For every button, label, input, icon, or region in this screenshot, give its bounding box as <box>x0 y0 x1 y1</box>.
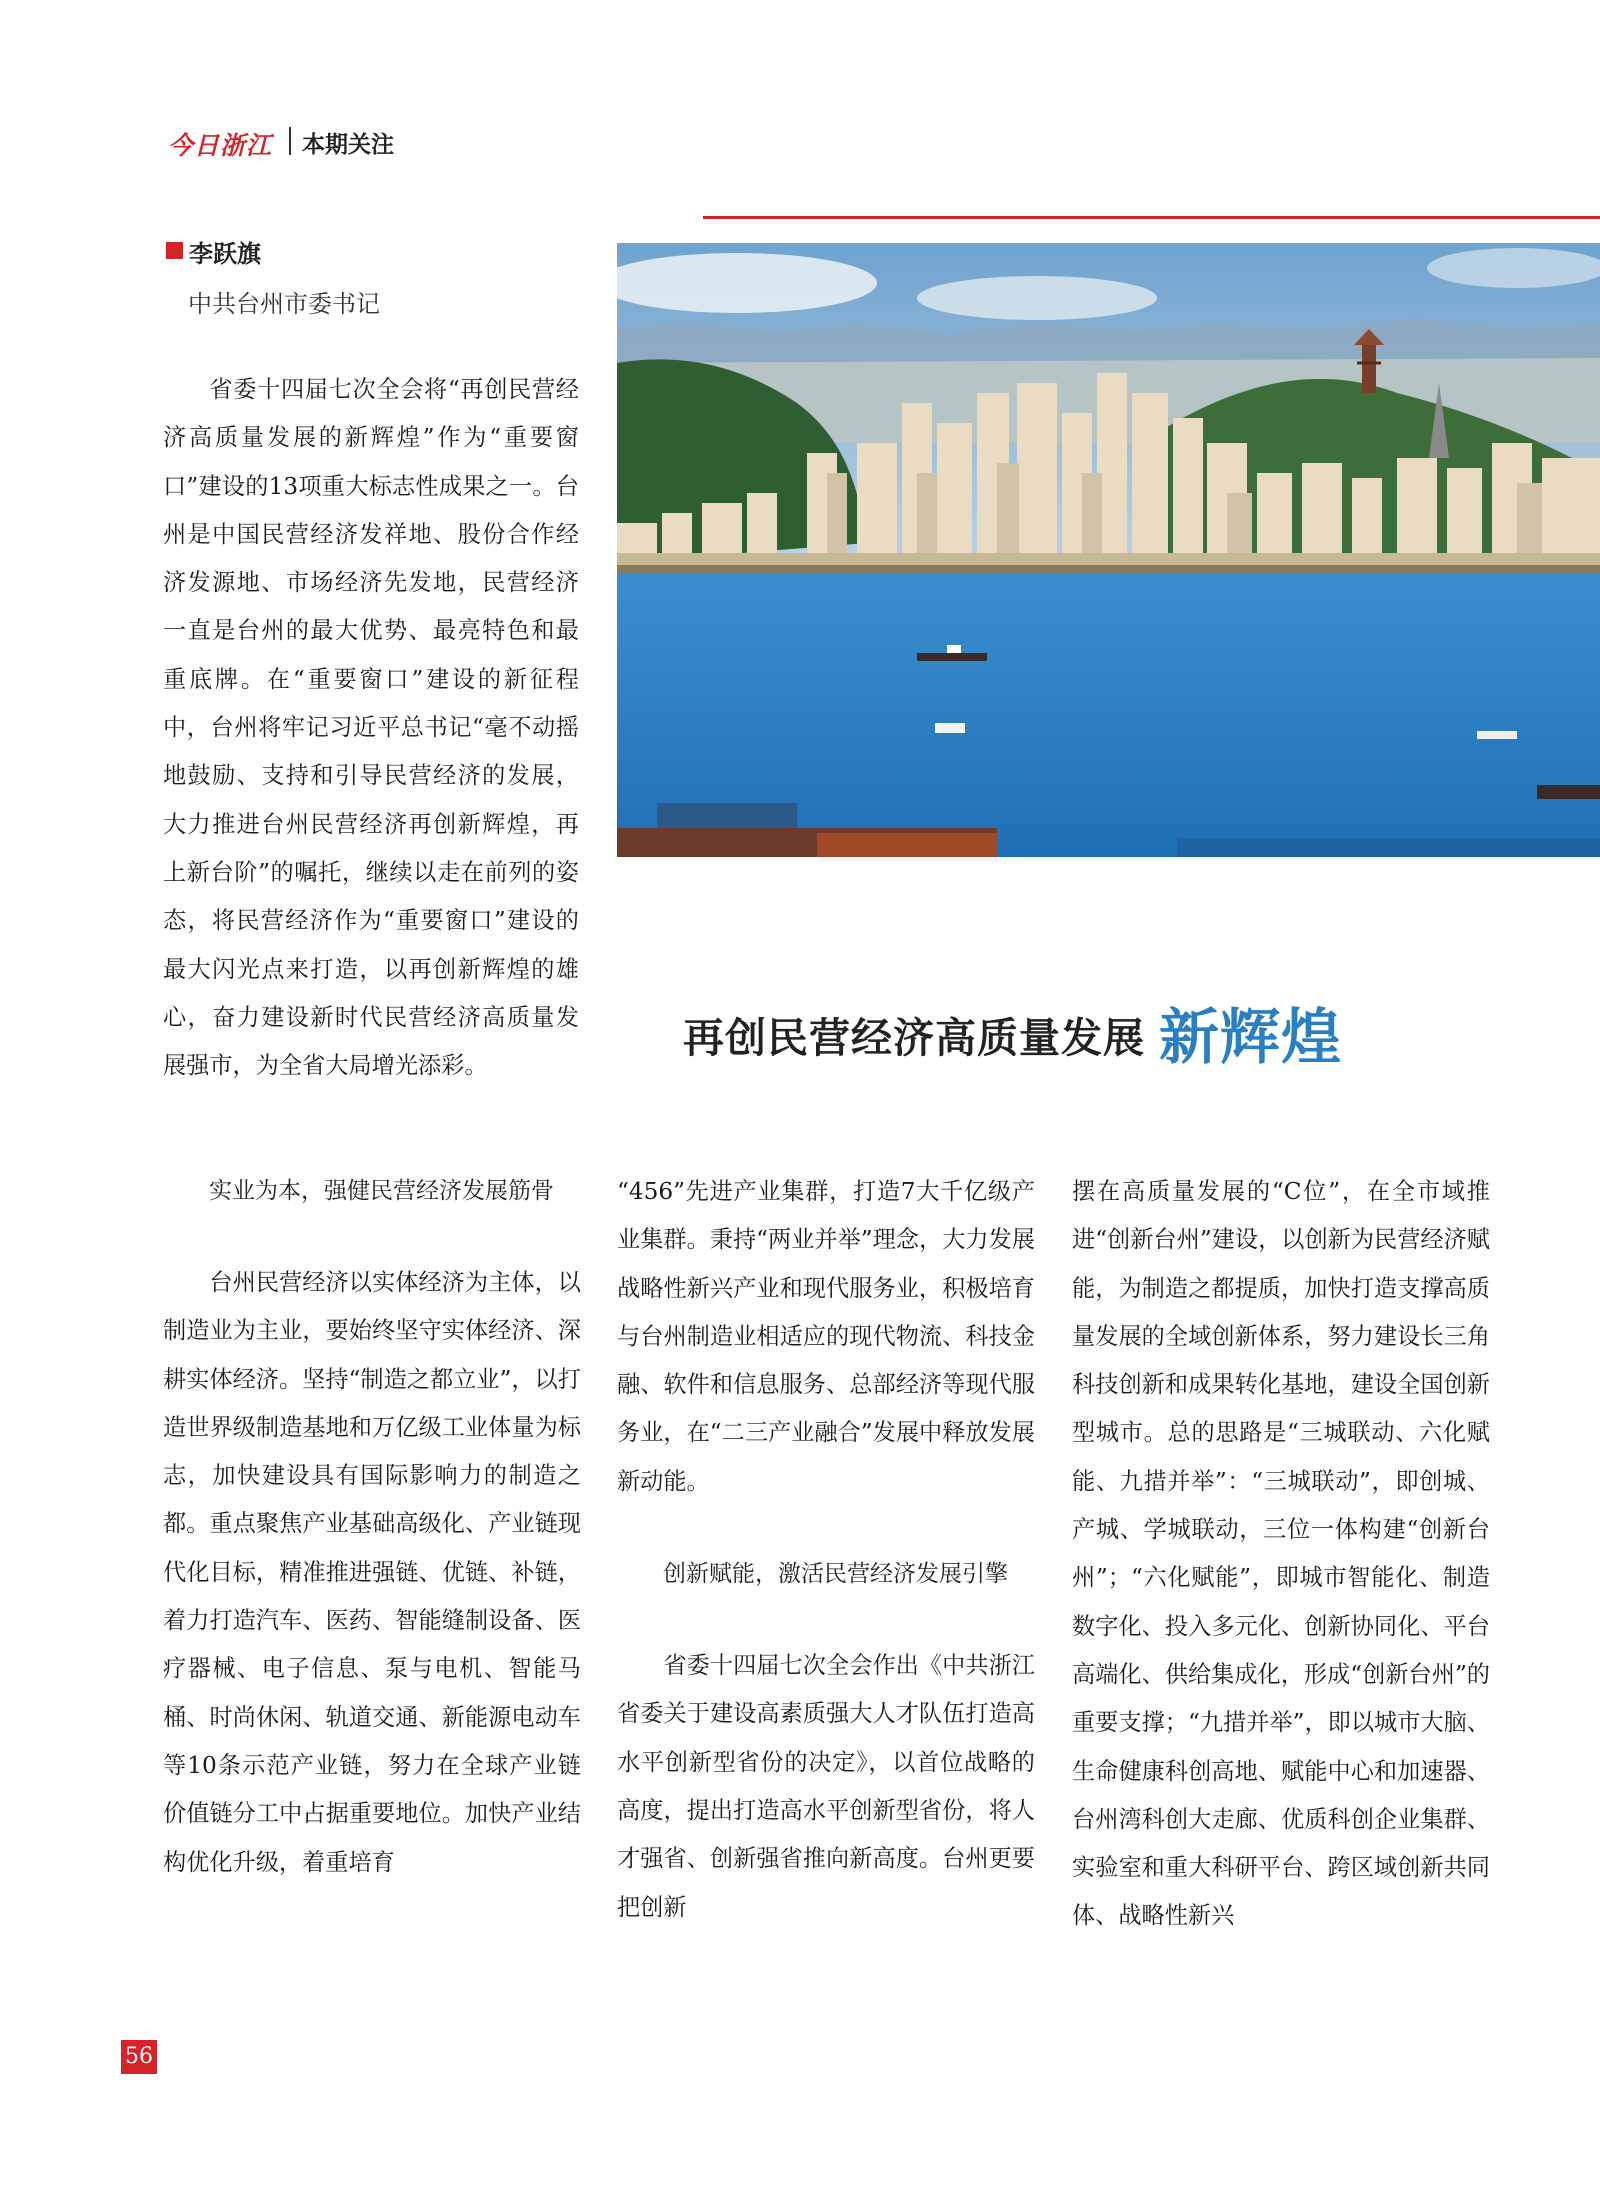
author-title: 中共台州市委书记 <box>188 290 380 318</box>
intro-paragraph: 省委十四届七次全会将“再创民营经济高质量发展的新辉煌”作为“重要窗口”建设的13项重大标志性成果之一。台州是中国民营经济发祥地、股份合作经济发源地、市场经济先发地，民营经济一直是台州的最大优势、最亮特色和最重底牌。在“重要窗口”建设的新征程中，台州将牢记习近平总书记“毫不动摇地鼓励、支持和引导民营经济的发展，大力推进台州民营经济再创新辉煌，再上新台阶”的嘱托，继续以走在前列的姿态，将民营经济作为“重要窗口”建设的最大闪光点来打造，以再创新辉煌的雄心，奋力建设新时代民营经济高质量发展强市，为全省大局增光添彩。 <box>163 376 579 1080</box>
page-number: 56 <box>121 2040 157 2074</box>
header-rule <box>703 216 1600 219</box>
magazine-logo: 今日浙江 <box>168 131 273 160</box>
paragraph-1: 台州民营经济以实体经济为主体，以制造业为主业，要始终坚守实体经济、深耕实体经济。坚持“制造之都立业”，以打造世界级制造基地和万亿级工业体量为标志，加快建设具有国际影响力的制造之都。重点聚焦产业基础高级化、产业链现代化目标，精准推进强链、优链、补链，着力打造汽车、医药、智能缝制设备、医疗器械、电子信息、泵与电机、智能马桶、时尚休闲、轨道交通、新能源电动车等10条示范产业链，努力在全球产业链价值链分工中占据重要地位。加快产业结构优化升级，着重培育 <box>163 1269 581 1876</box>
header-separator <box>289 127 291 155</box>
column-3 <box>1072 1168 1490 1941</box>
section-label: 本期关注 <box>302 132 394 158</box>
section-heading-1: 实业为本，强健民营经济发展筋骨 <box>209 1178 554 1204</box>
article-title <box>683 990 1342 1076</box>
paragraph-2: “456”先进产业集群，打造7大千亿级产业集群。秉持“两业并举”理念，大力发展战略性新兴产业和现代服务业，积极培育与台州制造业相适应的现代物流、科技金融、软件和信息服务、总部经济等现代服务业，在“二三产业融合”发展中释放发展新动能。 <box>617 1178 1035 1495</box>
paragraph-4: 摆在高质量发展的“C位”，在全市域推进“创新台州”建设，以创新为民营经济赋能，为制造之都提质，加快打造支撑高质量发展的全域创新体系，努力建设长三角科技创新和成果转化基地，建设全国创新型城市。总的思路是“三城联动、六化赋能、九措并举”：“三城联动”，即创城、产城、学城联动，三位一体构建“创新台州”；“六化赋能”，即城市智能化、制造数字化、投入多元化、创新协同化、平台高端化、供给集成化，形成“创新台州”的重要支撑；“九措并举”，即以城市大脑、生命健康科创高地、赋能中心和加速器、台州湾科创大走廊、优质科创企业集群、实验室和重大科研平台、跨区域创新共同体、战略性新兴 <box>1072 1178 1490 1930</box>
paragraph-3: 省委十四届七次全会作出《中共浙江省委关于建设高素质强大人才队伍打造高水平创新型省份的决定》，以首位战略的高度，提出打造高水平创新型省份，将人才强省、创新强省推向新高度。台州更要把创新 <box>617 1652 1035 1921</box>
column-1 <box>163 1168 581 1887</box>
column-2 <box>617 1168 1035 1932</box>
article-title-main: 再创民营经济高质量发展 <box>683 1014 1145 1062</box>
section-heading-2: 创新赋能，激活民营经济发展引擎 <box>663 1561 1008 1588</box>
author-name: 李跃旗 <box>189 240 261 268</box>
intro-column <box>163 366 579 1090</box>
author-marker <box>166 242 183 259</box>
article-title-accent: 新辉煌 <box>1159 1003 1342 1073</box>
city-harbor-photo <box>617 243 1600 857</box>
